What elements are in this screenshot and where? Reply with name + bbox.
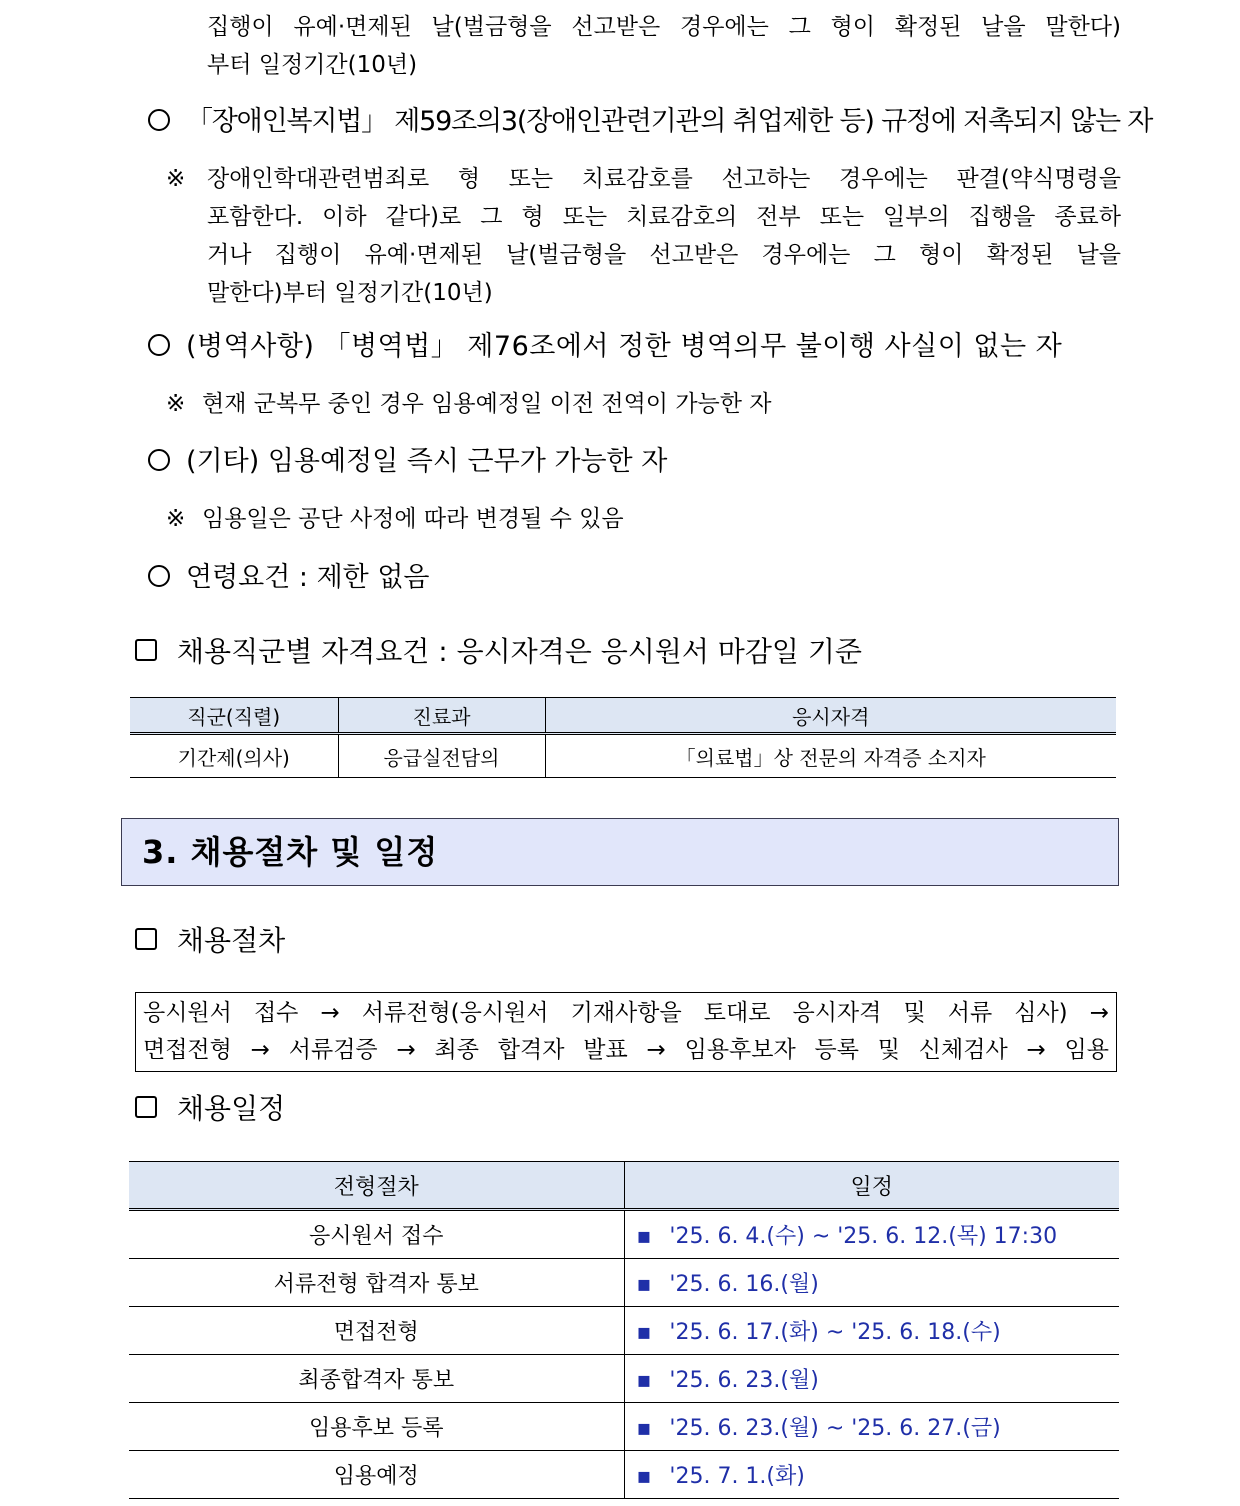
step-cell: 최종합격자 통보: [129, 1355, 624, 1403]
bullet-text: 연령요건 : 제한 없음: [186, 562, 430, 593]
step-cell: 응시원서 접수: [129, 1210, 624, 1259]
note-line: 장애인학대관련범죄로 형 또는 치료감호를 선고하는 경우에는 판결(약식명령을: [207, 166, 1121, 192]
bullet-text: 「장애인복지법」 제59조의3(장애인관련기관의 취업제한 등) 규정에 저촉되지 않는 자: [186, 106, 1153, 137]
table-row: [130, 734, 1116, 778]
square-bullet-icon: ▪: [636, 1464, 652, 1489]
checkbox-square-icon: [135, 928, 157, 950]
heading-text: 채용직군별 자격요건 : 응시자격은 응시원서 마감일 기준: [177, 635, 862, 668]
date-text: '25. 6. 4.(수) ~ '25. 6. 12.(목) 17:30: [669, 1224, 1058, 1249]
note-military: [166, 385, 772, 423]
intro-line: 집행이 유예·면제된 날(벌금형을 선고받은 경우에는 그 형이 확정된 날을 말한다): [207, 14, 1121, 40]
step-cell: 임용후보 등록: [129, 1403, 624, 1451]
procedure-heading: [135, 921, 285, 961]
circle-bullet-icon: [148, 565, 170, 587]
note-text: 현재 군복무 중인 경우 임용예정일 이전 전역이 가능한 자: [202, 391, 772, 417]
table-cell: 「의료법」상 전문의 자격증 소지자: [545, 734, 1116, 778]
square-bullet-icon: ▪: [636, 1368, 652, 1393]
table-row: [129, 1307, 1119, 1355]
bullet-disability: [148, 102, 1152, 142]
date-text: '25. 6. 23.(월): [669, 1368, 819, 1393]
procedure-line: 면접전형 → 서류검증 → 최종 합격자 발표 → 임용후보자 등록 및 신체검사 → 임용: [143, 1037, 1109, 1063]
qualification-heading: [135, 632, 862, 672]
note-line: 거나 집행이 유예·면제된 날(벌금형을 선고받은 경우에는 그 형이 확정된 날을: [207, 242, 1121, 268]
heading-text: 채용절차: [177, 924, 286, 957]
note-ref-mark: ※: [166, 391, 186, 417]
checkbox-square-icon: [135, 639, 157, 661]
schedule-heading: [135, 1089, 285, 1129]
note-text: 임용일은 공단 사정에 따라 변경될 수 있음: [202, 506, 624, 532]
column-header: 직군(직렬): [130, 698, 338, 734]
square-bullet-icon: ▪: [636, 1224, 652, 1249]
circle-bullet-icon: [148, 334, 170, 356]
date-cell: [624, 1355, 1119, 1403]
table-row: [129, 1259, 1119, 1307]
bullet-text: (병역사항) 「병역법」 제76조에서 정한 병역의무 불이행 사실이 없는 자: [186, 331, 1063, 362]
procedure-line: 응시원서 접수 → 서류전형(응시원서 기재사항을 토대로 응시자격 및 서류 심사) →: [143, 1000, 1109, 1026]
note-line: 포함한다. 이하 같다)로 그 형 또는 치료감호의 전부 또는 일부의 집행을 종료하: [207, 204, 1121, 230]
step-cell: 서류전형 합격자 통보: [129, 1259, 624, 1307]
bullet-age: [148, 558, 430, 598]
bullet-other: [148, 442, 667, 482]
bullet-text: (기타) 임용예정일 즉시 근무가 가능한 자: [186, 446, 668, 477]
intro-paragraph: [207, 8, 1121, 84]
checkbox-square-icon: [135, 1096, 157, 1118]
date-cell: [624, 1259, 1119, 1307]
section-banner: [121, 818, 1119, 886]
date-text: '25. 7. 1.(화): [669, 1464, 805, 1489]
square-bullet-icon: ▪: [636, 1416, 652, 1441]
date-cell: [624, 1210, 1119, 1259]
step-cell: 면접전형: [129, 1307, 624, 1355]
section-title: 3. 채용절차 및 일정: [142, 833, 439, 871]
table-cell: 기간제(의사): [130, 734, 338, 778]
table-row: [129, 1355, 1119, 1403]
procedure-box: [135, 992, 1117, 1072]
note-line: 말한다)부터 일정기간(10년): [207, 280, 493, 306]
column-header: 전형절차: [129, 1162, 624, 1210]
date-text: '25. 6. 23.(월) ~ '25. 6. 27.(금): [669, 1416, 1001, 1441]
column-header: 응시자격: [545, 698, 1116, 734]
square-bullet-icon: ▪: [636, 1272, 652, 1297]
square-bullet-icon: ▪: [636, 1320, 652, 1345]
table-header-row: [130, 698, 1116, 734]
circle-bullet-icon: [148, 449, 170, 471]
table-row: [129, 1451, 1119, 1499]
note-other: [166, 500, 624, 538]
circle-bullet-icon: [148, 109, 170, 131]
note-disability: [207, 160, 1121, 312]
date-text: '25. 6. 16.(월): [669, 1272, 819, 1297]
bullet-military: [148, 327, 1062, 367]
table-row: [129, 1210, 1119, 1259]
table-cell: 응급실전담의: [338, 734, 545, 778]
column-header: 진료과: [338, 698, 545, 734]
date-cell: [624, 1403, 1119, 1451]
table-header-row: [129, 1162, 1119, 1210]
note-ref-mark: ※: [166, 166, 186, 192]
date-cell: [624, 1307, 1119, 1355]
qualification-table: [130, 697, 1116, 778]
intro-line: 부터 일정기간(10년): [207, 52, 418, 78]
table-row: [129, 1403, 1119, 1451]
schedule-table: [129, 1161, 1119, 1499]
heading-text: 채용일정: [177, 1092, 286, 1125]
date-cell: [624, 1451, 1119, 1499]
column-header: 일정: [624, 1162, 1119, 1210]
step-cell: 임용예정: [129, 1451, 624, 1499]
note-ref-mark: ※: [166, 506, 186, 532]
date-text: '25. 6. 17.(화) ~ '25. 6. 18.(수): [669, 1320, 1001, 1345]
